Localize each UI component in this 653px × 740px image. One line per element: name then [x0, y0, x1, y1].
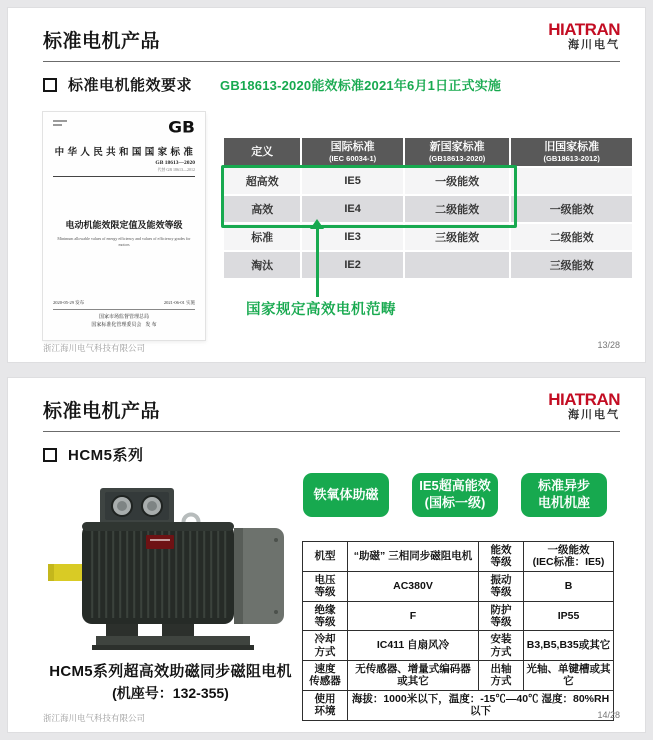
efficiency-table-container: [222, 136, 634, 280]
section-heading: [43, 444, 144, 465]
logo-brand-subtext: 海川电气: [568, 409, 620, 421]
eff-table-cell: 高效: [224, 196, 300, 222]
issuer-1: 国家市场监督管理总局: [98, 315, 149, 320]
header-divider: [43, 61, 620, 62]
spec-table-row: [303, 542, 614, 572]
green-arrow-icon: [310, 219, 324, 229]
gb-cover-content: [53, 120, 195, 332]
spec-table-cell: AC380V: [348, 571, 479, 601]
eff-table-row: [224, 252, 632, 278]
publish-label: 发 布: [145, 322, 157, 328]
issuing-bodies: [53, 314, 195, 329]
spec-table-cell: 机型: [303, 542, 348, 572]
spec-table-cell: IC411 自扇风冷: [348, 631, 479, 661]
eff-table-cell: [405, 252, 510, 278]
standard-code: GB 18613—2020: [155, 160, 195, 166]
feature-badge: IE5超高能效 (国标一级): [412, 473, 498, 517]
spec-table-row: [303, 661, 614, 691]
standard-title-english: Minimum allowable values of energy efficiency and values of efficiency grades for motors: [57, 236, 191, 247]
motor-photo: [38, 478, 296, 656]
spec-table-cell: 绝缘 等级: [303, 601, 348, 631]
spec-table-row: [303, 571, 614, 601]
spec-table-cell: B3,B5,B35或其它: [524, 631, 614, 661]
logo-brand-text: HIATRAN: [548, 390, 620, 409]
logo-brand-text: HIATRAN: [548, 20, 620, 39]
standard-effective-note: GB18613-2020能效标准2021年6月1日正式实施: [220, 78, 502, 93]
ics-code-placeholder: [53, 120, 67, 128]
spec-table-cell: 一级能效 (IEC标准：IE5): [524, 542, 614, 572]
slide-page-13: [8, 8, 645, 362]
spec-table-cell: 能效 等级: [479, 542, 524, 572]
implementation-date: 2021-06-01 实施: [163, 300, 195, 305]
motor-spec-table: [302, 541, 614, 721]
spec-table-container: [302, 541, 614, 721]
issuer-2: 国家标准化管理委员会: [91, 322, 142, 328]
eff-table-cell: IE3: [302, 224, 403, 250]
issue-date: 2020-05-29 发布: [53, 300, 85, 305]
spec-table-cell: 冷却 方式: [303, 631, 348, 661]
eff-table-row: [224, 224, 632, 250]
spec-table-cell: F: [348, 601, 479, 631]
gb-standard-cover: [43, 112, 205, 340]
eff-table-cell: 三级能效: [511, 252, 632, 278]
spec-table-cell: 速度 传感器: [303, 661, 348, 691]
eff-table-header: 国际标准 (IEC 60034-1): [302, 138, 403, 166]
spec-table-cell: IP55: [524, 601, 614, 631]
eff-table-cell: 二级能效: [511, 224, 632, 250]
efficiency-grade-table: [222, 136, 634, 280]
standard-dates: [53, 300, 195, 306]
national-standard-heading: 中 华 人 民 共 和 国 国 家 标 准: [54, 148, 194, 158]
page-number: 14/28: [597, 710, 620, 720]
spec-table-cell: “助磁” 三相同步磁阻电机: [348, 542, 479, 572]
header-divider: [43, 431, 620, 432]
spec-table-cell: 防护 等级: [479, 601, 524, 631]
motor-caption-line2: (机座号：132-355): [112, 685, 229, 701]
company-logo: [548, 391, 620, 421]
section-bullet-icon: [43, 448, 57, 462]
motor-foot: [106, 624, 138, 638]
page-number: 13/28: [597, 340, 620, 350]
high-efficiency-annotation: 国家规定高效电机范畴: [246, 302, 396, 318]
spec-table-cell: 海拔：1000米以下，温度：-15℃—40℃ 湿度：80%RH以下: [348, 690, 614, 720]
feature-badge: 铁氧体助磁: [303, 473, 389, 517]
eff-table-cell: 超高效: [224, 168, 300, 194]
eff-table-row: [224, 168, 632, 194]
feature-badge: 标准异步 电机机座: [521, 473, 607, 517]
motor-caption: [28, 660, 313, 703]
green-arrow-line: [316, 229, 319, 297]
eff-table-cell: 一级能效: [511, 196, 632, 222]
eff-table-cell: 三级能效: [405, 224, 510, 250]
footer-company: 浙江海川电气科技有限公司: [43, 713, 146, 723]
motor-foot: [162, 624, 194, 638]
feature-badges: [303, 473, 607, 517]
spec-table-cell: 无传感器、增量式编码器 或其它: [348, 661, 479, 691]
eff-table-cell: 标准: [224, 224, 300, 250]
motor-caption-line1: HCM5系列超高效助磁同步磁阻电机: [49, 663, 292, 680]
eff-table-cell: [511, 168, 632, 194]
eff-table-row: [224, 196, 632, 222]
eff-table-cell: IE5: [302, 168, 403, 194]
section-title: HCM5系列: [68, 447, 144, 464]
company-logo: [548, 21, 620, 51]
logo-brand-subtext: 海川电气: [568, 39, 620, 51]
eff-table-header: 新国家标准 (GB18613-2020): [405, 138, 510, 166]
spec-table-cell: 使用 环境: [303, 690, 348, 720]
page-title: 标准电机产品: [43, 31, 161, 52]
spec-table-cell: 安装 方式: [479, 631, 524, 661]
section-title: 标准电机能效要求: [68, 77, 193, 94]
section-bullet-icon: [43, 78, 57, 92]
spec-table-row: [303, 690, 614, 720]
section-heading: [43, 74, 501, 95]
cover-rule: [53, 176, 195, 177]
eff-table-cell: 一级能效: [405, 168, 510, 194]
motor-nameplate: [146, 535, 174, 549]
eff-table-cell: 二级能效: [405, 196, 510, 222]
spec-table-cell: B: [524, 571, 614, 601]
eff-table-cell: IE4: [302, 196, 403, 222]
spec-table-cell: 电压 等级: [303, 571, 348, 601]
gb-logo: GB: [168, 118, 195, 138]
footer-company: 浙江海川电气科技有限公司: [43, 343, 146, 353]
page-title: 标准电机产品: [43, 401, 161, 422]
cover-rule-2: [53, 309, 195, 310]
spec-table-cell: 光轴、单键槽或其它: [524, 661, 614, 691]
spec-table-cell: 出轴 方式: [479, 661, 524, 691]
slide-page-14: [8, 378, 645, 732]
eff-table-cell: 淘汰: [224, 252, 300, 278]
replaced-standard: 代替 GB 18613—2012: [157, 167, 195, 172]
eff-table-header: 定义: [224, 138, 300, 166]
eff-table-header: 旧国家标准 (GB18613-2012): [511, 138, 632, 166]
spec-table-cell: 振动 等级: [479, 571, 524, 601]
spec-table-row: [303, 601, 614, 631]
spec-table-row: [303, 631, 614, 661]
standard-title: 电动机能效限定值及能效等级: [65, 220, 183, 230]
eff-table-cell: IE2: [302, 252, 403, 278]
